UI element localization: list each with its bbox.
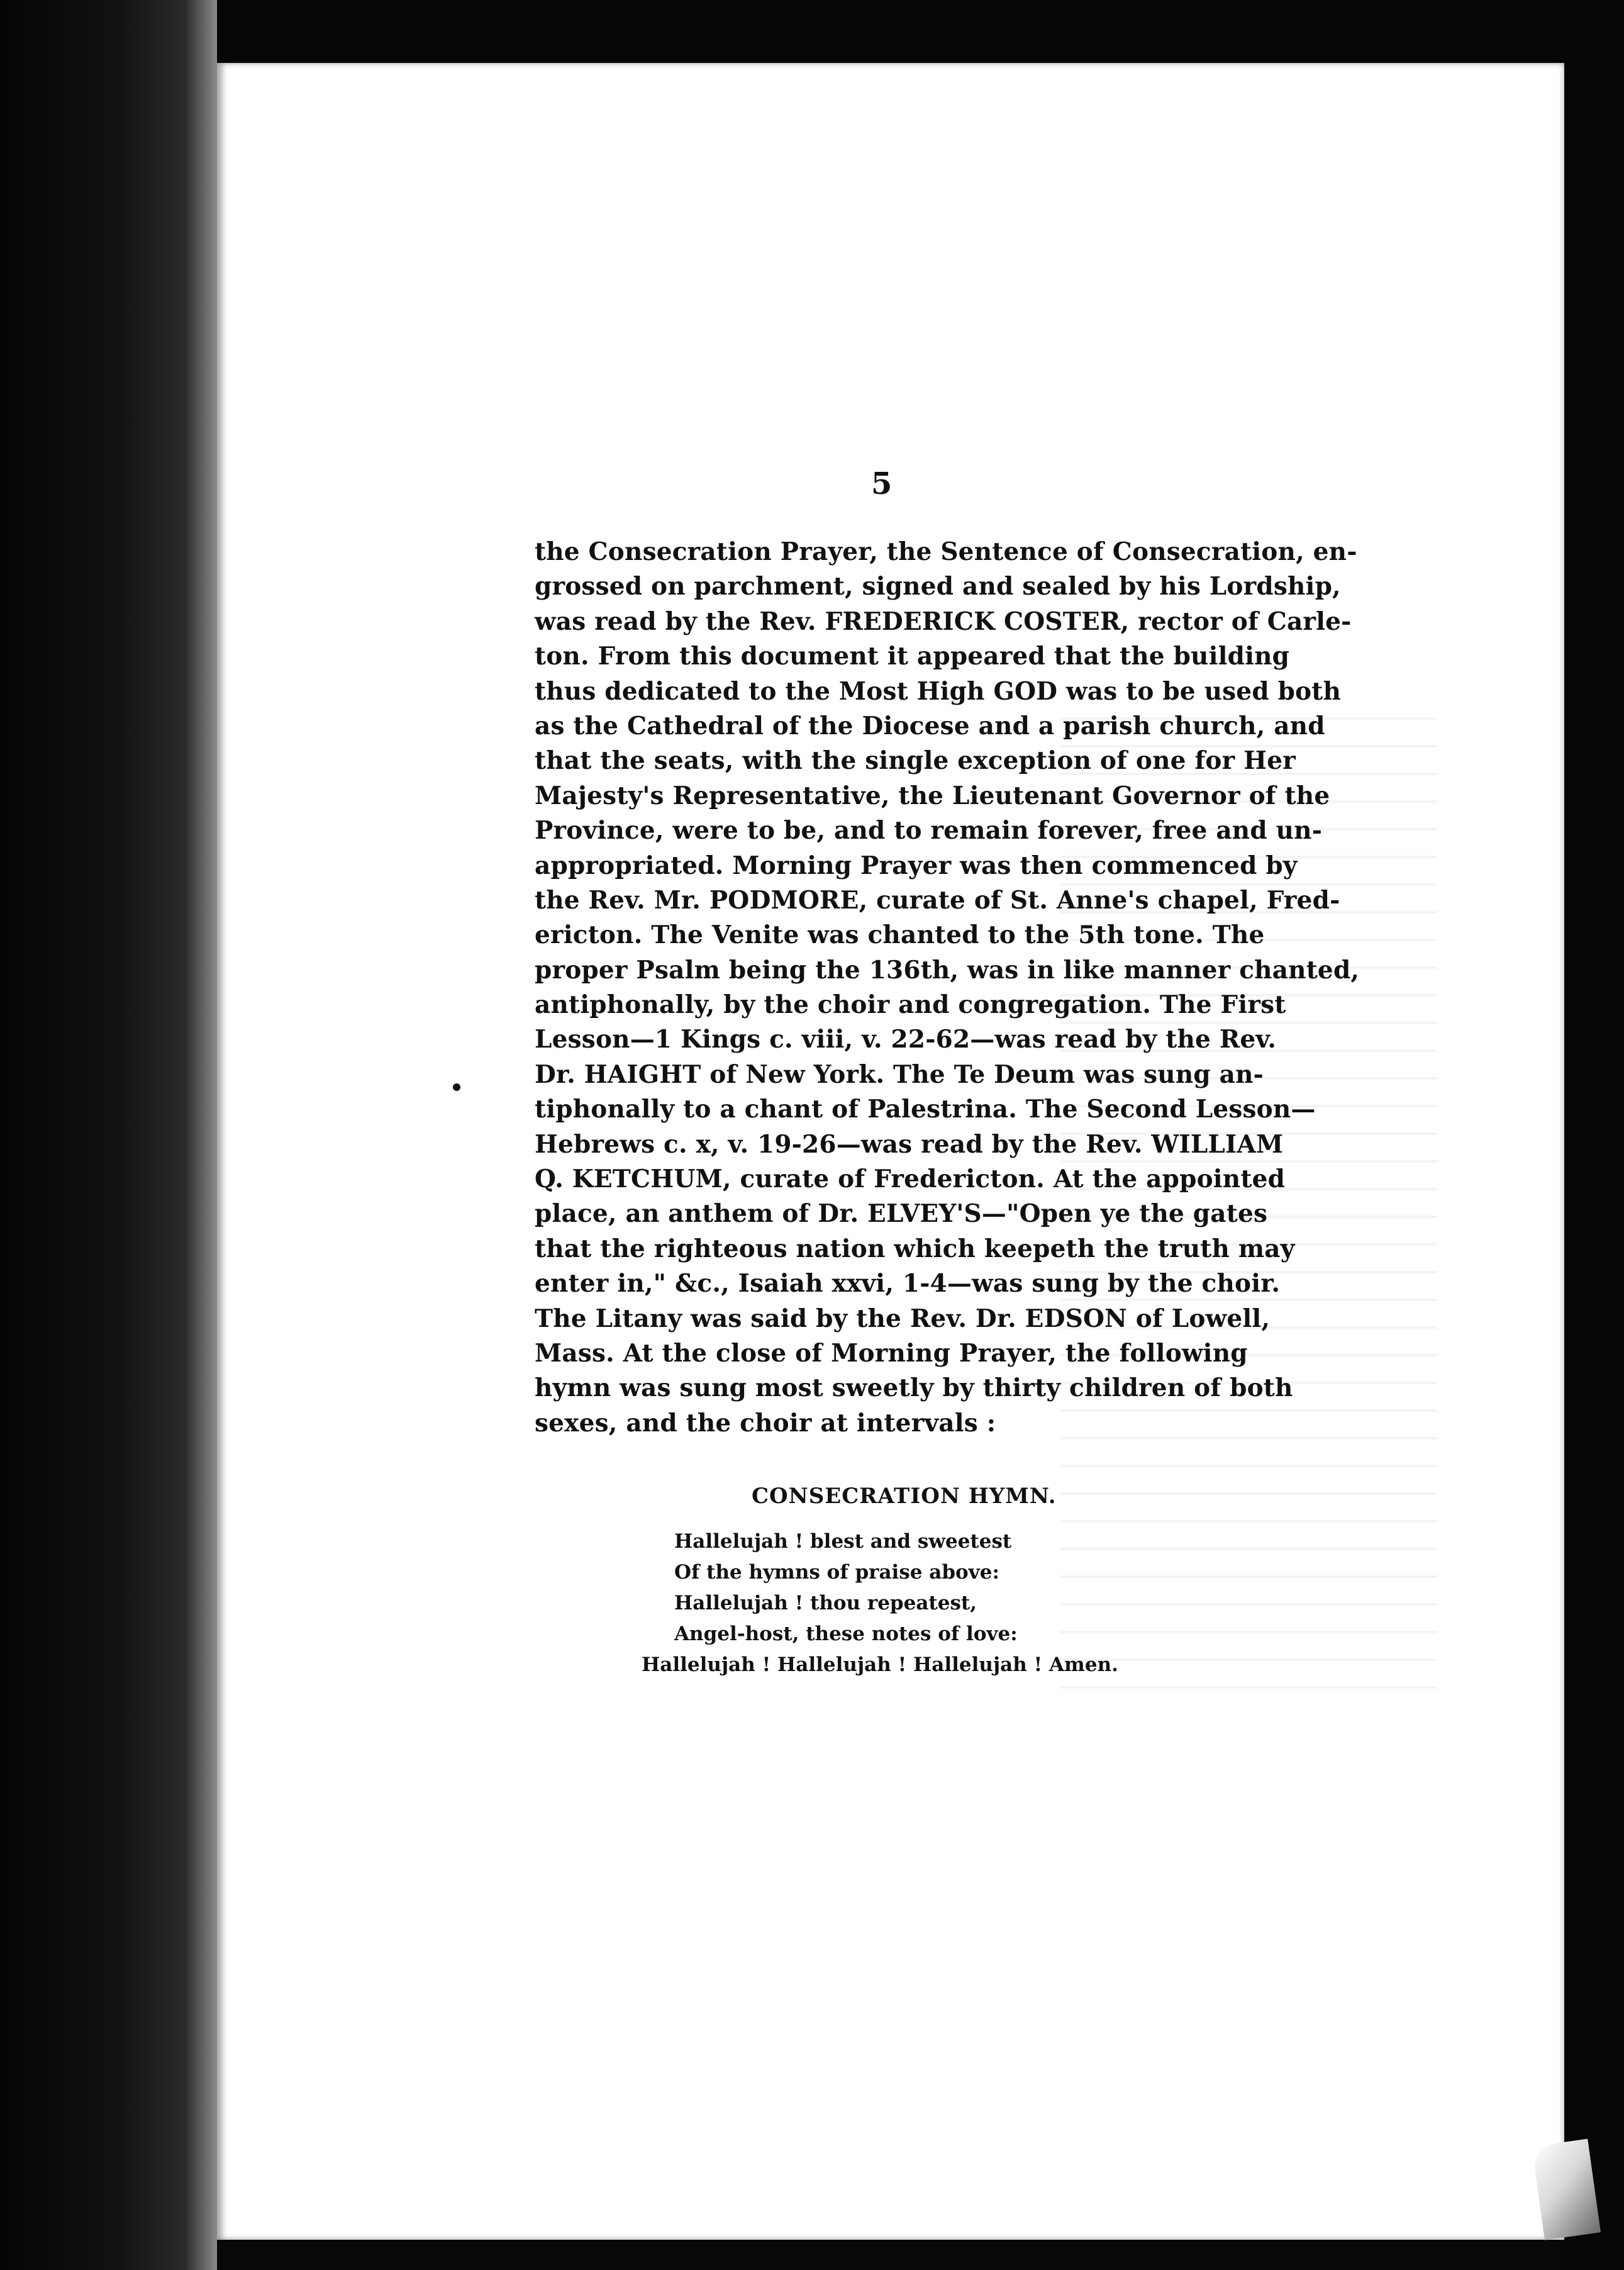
body-paragraph xyxy=(535,535,1360,1441)
hymn-line: Angel-host, these notes of love: xyxy=(674,1623,1018,1645)
text-line: Majesty's Representative, the Lieutenant Governor of the xyxy=(535,781,1330,810)
text-line: place, an anthem of Dr. ELVEY'S—"Open ye the gates xyxy=(535,1199,1268,1229)
text-line: proper Psalm being the 136th, was in like manner chanted, xyxy=(535,955,1360,985)
text-line: sexes, and the choir at intervals : xyxy=(535,1408,996,1438)
bottom-scan-border xyxy=(217,2240,1564,2270)
ink-speck xyxy=(453,1083,460,1091)
text-line: antiphonally, by the choir and congregation. The First xyxy=(535,990,1286,1020)
text-line: Lesson—1 Kings c. viii, v. 22-62—was read by the Rev. xyxy=(535,1025,1277,1054)
text-line: Dr. HAIGHT of New York. The Te Deum was sung an- xyxy=(535,1060,1264,1089)
hymn-heading: CONSECRATION HYMN. xyxy=(752,1484,1057,1509)
text-line: hymn was sung most sweetly by thirty children of both xyxy=(535,1373,1293,1403)
text-line: ton. From this document it appeared that the building xyxy=(535,642,1290,671)
text-line: The Litany was said by the Rev. Dr. EDSON of Lowell, xyxy=(535,1304,1271,1333)
text-line: Hebrews c. x, v. 19-26—was read by the Rev. WILLIAM xyxy=(535,1129,1284,1159)
hymn-line: Hallelujah ! Hallelujah ! Hallelujah ! Amen. xyxy=(642,1653,1118,1676)
hymn-line: Hallelujah ! thou repeatest, xyxy=(674,1592,977,1614)
text-line: tiphonally to a chant of Palestrina. The Second Lesson— xyxy=(535,1095,1316,1124)
hymn-verse xyxy=(642,1526,1208,1680)
hymn-line: Of the hymns of praise above: xyxy=(674,1561,999,1584)
text-line: Province, were to be, and to remain forever, free and un- xyxy=(535,816,1323,846)
text-line: grossed on parchment, signed and sealed by his Lordship, xyxy=(535,572,1341,601)
text-line: Q. KETCHUM, curate of Fredericton. At the appointed xyxy=(535,1165,1286,1194)
text-line: enter in," &c., Isaiah xxvi, 1-4—was sung by the choir. xyxy=(535,1269,1281,1299)
text-line: that the seats, with the single exception of one for Her xyxy=(535,746,1296,776)
text-line: that the righteous nation which keepeth the truth may xyxy=(535,1234,1295,1263)
hymn-line: Hallelujah ! blest and sweetest xyxy=(674,1530,1012,1553)
text-line: as the Cathedral of the Diocese and a parish church, and xyxy=(535,711,1325,741)
text-line: thus dedicated to the Most High GOD was to be used both xyxy=(535,676,1342,706)
text-line: ericton. The Venite was chanted to the 5th tone. The xyxy=(535,920,1265,950)
text-line: the Consecration Prayer, the Sentence of Consecration, en- xyxy=(535,537,1357,566)
text-line: was read by the Rev. FREDERICK COSTER, rector of Carle- xyxy=(535,607,1352,636)
text-line: appropriated. Morning Prayer was then commenced by xyxy=(535,851,1298,880)
text-line: Mass. At the close of Morning Prayer, the following xyxy=(535,1338,1248,1368)
top-scan-border xyxy=(217,0,1564,63)
page-number: 5 xyxy=(871,466,893,501)
right-scan-border xyxy=(1564,0,1624,2270)
text-line: the Rev. Mr. PODMORE, curate of St. Anne's chapel, Fred- xyxy=(535,885,1340,915)
left-page-edge xyxy=(0,0,217,2270)
